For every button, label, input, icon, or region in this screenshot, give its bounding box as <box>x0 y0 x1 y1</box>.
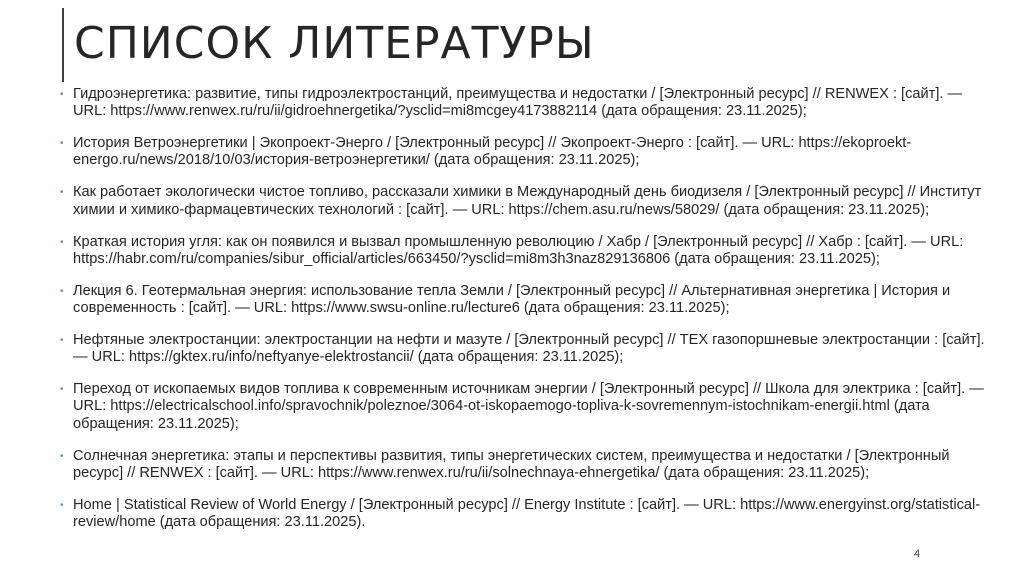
bullet-icon: • <box>60 285 64 297</box>
reference-item <box>60 381 985 433</box>
page-title: СПИСОК ЛИТЕРАТУРЫ <box>74 18 595 69</box>
reference-item <box>60 283 985 317</box>
bullet-icon: • <box>60 138 64 150</box>
bullet-icon: • <box>60 384 64 396</box>
reference-text: Нефтяные электростанции: электростанции на нефти и мазуте / [Электронный ресурс] // ТЕХ газопоршневые электростанции : [сайт]. — URL: https://gktex.ru/info/neftyanye-elektrostancii/ (дата обращения: 23.11.2025); <box>73 332 985 366</box>
bullet-icon: • <box>60 236 64 248</box>
bullet-icon: • <box>60 499 64 511</box>
reference-text: Гидроэнергетика: развитие, типы гидроэлектростанций, преимущества и недостатки / [Электронный ресурс] // RENWEX : [сайт]. — URL: https://www.renwex.ru/ru/ii/gidroehnergetika/?ysclid=mi8mcgey4173882114 (дата обращения: 23.11.2025); <box>73 86 963 120</box>
reference-item <box>60 86 985 120</box>
reference-text: Переход от ископаемых видов топлива к современным источникам энергии / [Электронный ресурс] // Школа для электрика : [сайт]. — URL: https://electricalschool.info/spravochnik/poleznoe/3064-ot-iskopaemogo-topliva-k-sovremennym-istochnikam-energii.html (дата обращения: 23.11.2025); <box>73 381 984 432</box>
reference-list <box>60 86 985 546</box>
reference-text: История Ветроэнергетики | Экопроект-Энерго / [Электронный ресурс] // Экопроект-Энерго : [сайт]. — URL: https://ekoproekt-energo.ru/news/2018/10/03/история-ветроэнергетики/ (дата обращения: 23.11.2025); <box>73 135 912 169</box>
reference-text: Home | Statistical Review of World Energy / [Электронный ресурс] // Energy Institute : [сайт]. — URL: https://www.energyinst.org/statistical-review/home (дата обращения: 23.11.2025). <box>73 496 981 531</box>
reference-text: Лекция 6. Геотермальная энергия: использование тепла Земли / [Электронный ресурс] // Альтернативная энергетика | История и современность : [сайт]. — URL: https://www.swsu-online.ru/lecture6 (дата обращения: 23.11.2025); <box>73 282 951 317</box>
bullet-icon: • <box>60 335 64 347</box>
reference-item <box>60 234 985 268</box>
reference-item <box>60 332 985 366</box>
bullet-icon: • <box>60 89 64 100</box>
reference-item <box>60 448 985 482</box>
bullet-icon: • <box>60 450 64 462</box>
reference-text: Солнечная энергетика: этапы и перспективы развития, типы энергетических систем, преимущества и недостатки / [Электронный ресурс] // RENWEX : [сайт]. — URL: https://www.renwex.ru/ru/ii/solnechnaya-ehnergetika/ (дата обращения: 23.11.2025); <box>73 447 950 481</box>
reference-item <box>60 184 985 218</box>
reference-item <box>60 497 985 531</box>
reference-text: Как работает экологически чистое топливо, рассказали химики в Международный день биодизеля / [Электронный ресурс] // Институт химии и химико-фармацевтических технологий : [сайт]. — URL: https://chem.asu.ru/news/58029/ (дата обращения: 23.11.2025); <box>73 184 982 218</box>
bullet-icon: • <box>60 187 64 199</box>
page-number: 4 <box>914 548 921 560</box>
reference-item <box>60 135 985 169</box>
title-accent-bar <box>62 8 64 82</box>
reference-text: Краткая история угля: как он появился и вызвал промышленную революцию / Хабр / [Электронный ресурс] // Хабр : [сайт]. — URL: https://habr.com/ru/companies/sibur_official/articles/663450/?ysclid=mi8m3h3naz829136806 (дата обращения: 23.11.2025); <box>73 233 964 267</box>
